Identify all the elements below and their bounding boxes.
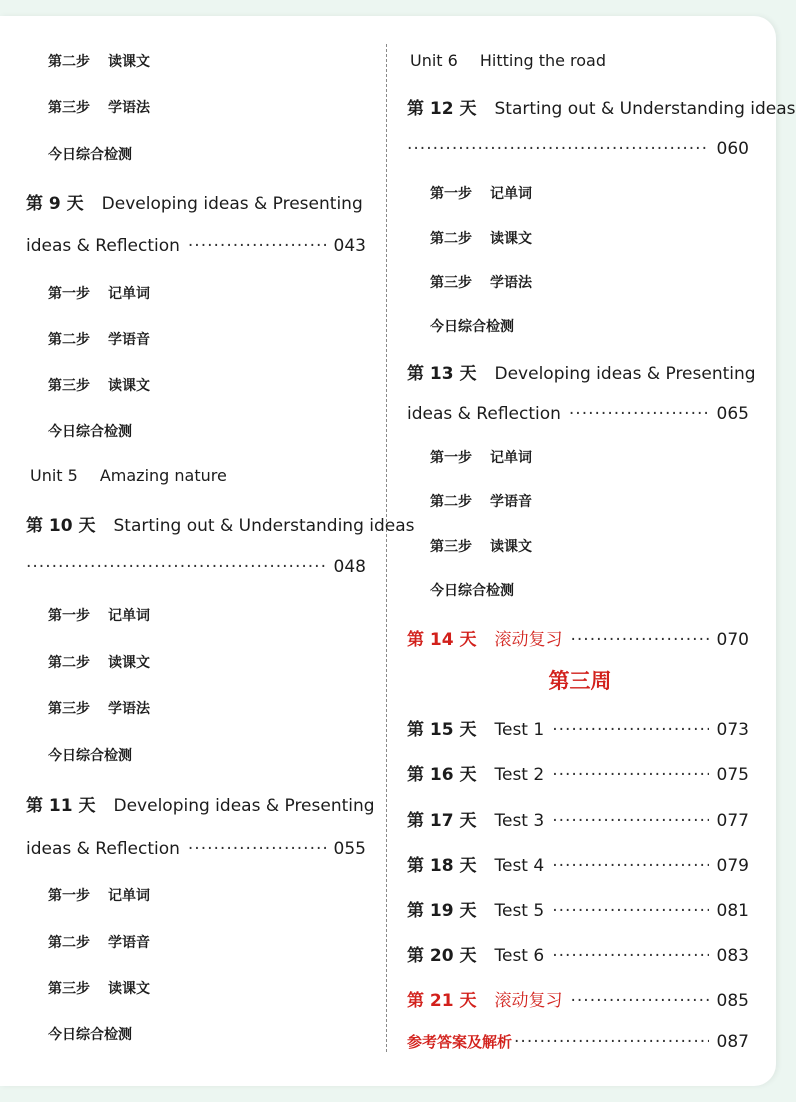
day-label: 第 14 天 [407, 630, 477, 650]
page-number: 077 [716, 811, 749, 831]
leader-dots [571, 630, 709, 650]
toc-step[interactable] [430, 536, 532, 556]
toc-day-9[interactable] [26, 189, 363, 214]
test-title: Test 6 [494, 946, 545, 966]
day-label: 第 15 天 [407, 720, 477, 740]
leader-dots [407, 139, 709, 159]
toc-page [0, 16, 776, 1086]
toc-day-11[interactable] [26, 791, 375, 816]
week-heading: 第三周 [548, 669, 612, 693]
page-number: 070 [716, 630, 749, 650]
day-label: 第 17 天 [407, 811, 477, 831]
step-title: 今日综合检测 [48, 748, 132, 764]
step-title: 读课文 [108, 981, 150, 997]
step-label: 第二步 [48, 332, 90, 348]
day-title: Developing ideas & Presenting [494, 364, 756, 384]
day-label: 第 18 天 [407, 856, 477, 876]
leader-dots [514, 1032, 709, 1052]
toc-step[interactable] [48, 97, 150, 117]
toc-test-row[interactable] [407, 715, 749, 740]
step-title: 今日综合检测 [48, 424, 132, 440]
day-label: 第 11 天 [26, 796, 96, 816]
test-title: Test 1 [494, 720, 545, 740]
page-number: 079 [716, 856, 749, 876]
day-label: 第 21 天 [407, 991, 477, 1011]
toc-day-9-leader[interactable] [26, 236, 366, 256]
toc-step[interactable] [48, 885, 150, 905]
toc-unit-6[interactable] [410, 51, 606, 70]
step-title: 记单词 [108, 888, 150, 904]
test-title: Test 4 [494, 856, 545, 876]
page-number: 081 [716, 901, 749, 921]
step-title: 今日综合检测 [48, 147, 132, 163]
step-title: 读课文 [108, 54, 150, 70]
step-label: 第二步 [430, 231, 472, 247]
unit-label: Unit 5 [30, 466, 78, 485]
step-label: 第三步 [430, 275, 472, 291]
toc-step[interactable] [48, 51, 150, 71]
day-title: 滚动复习 [494, 630, 563, 650]
toc-step[interactable] [48, 652, 150, 672]
toc-daily-test[interactable] [48, 1024, 132, 1044]
toc-day-12-leader[interactable] [407, 139, 749, 159]
step-title: 今日综合检测 [48, 1027, 132, 1043]
step-label: 第三步 [48, 100, 90, 116]
toc-test-row[interactable] [407, 851, 749, 876]
leader-dots [552, 946, 708, 966]
step-title: 记单词 [490, 186, 532, 202]
toc-step[interactable] [430, 491, 532, 511]
step-label: 第三步 [48, 378, 90, 394]
step-title: 学语音 [490, 494, 532, 510]
toc-step[interactable] [430, 228, 532, 248]
step-label: 第二步 [48, 655, 90, 671]
day-title: 滚动复习 [494, 991, 563, 1011]
day-title-cont: ideas & Reflection [407, 404, 561, 424]
test-title: Test 5 [494, 901, 545, 921]
answers-title: 参考答案及解析 [407, 1033, 513, 1051]
day-label: 第 12 天 [407, 99, 477, 119]
leader-dots [552, 856, 708, 876]
toc-daily-test[interactable] [430, 316, 514, 336]
toc-step[interactable] [430, 447, 532, 467]
step-label: 第三步 [48, 701, 90, 717]
toc-day-11-leader[interactable] [26, 839, 366, 859]
page-number: 043 [333, 236, 366, 256]
toc-daily-test[interactable] [48, 421, 132, 441]
step-label: 第一步 [430, 186, 472, 202]
test-title: Test 3 [494, 811, 545, 831]
toc-day-10-leader[interactable] [26, 557, 366, 577]
day-title: Developing ideas & Presenting [113, 796, 375, 816]
toc-step[interactable] [48, 329, 150, 349]
leader-dots [571, 991, 709, 1011]
leader-dots [552, 765, 708, 785]
day-label: 第 16 天 [407, 765, 477, 785]
toc-test-row[interactable] [407, 941, 749, 966]
leader-dots [552, 901, 708, 921]
day-title: Starting out & Understanding ideas [494, 99, 796, 119]
day-label: 第 9 天 [26, 194, 84, 214]
toc-step[interactable] [48, 978, 150, 998]
step-label: 第三步 [430, 539, 472, 555]
step-title: 读课文 [490, 231, 532, 247]
step-title: 学语音 [108, 935, 150, 951]
leader-dots [188, 839, 326, 859]
day-title: Developing ideas & Presenting [101, 194, 363, 214]
leader-dots [552, 720, 708, 740]
leader-dots [26, 557, 326, 577]
unit-label: Unit 6 [410, 51, 458, 70]
day-label: 第 13 天 [407, 364, 477, 384]
test-title: Test 2 [494, 765, 545, 785]
step-label: 第一步 [48, 608, 90, 624]
page-number: 087 [716, 1032, 749, 1052]
day-title-cont: ideas & Reflection [26, 839, 180, 859]
toc-test-row[interactable] [407, 806, 749, 831]
page-number: 065 [716, 404, 749, 424]
step-label: 第一步 [430, 450, 472, 466]
toc-step[interactable] [48, 605, 150, 625]
toc-step[interactable] [48, 698, 150, 718]
toc-day-21[interactable] [407, 986, 749, 1011]
step-title: 学语音 [108, 332, 150, 348]
toc-daily-test[interactable] [48, 144, 132, 164]
toc-step[interactable] [48, 283, 150, 303]
toc-step[interactable] [430, 272, 532, 292]
toc-day-13[interactable] [407, 359, 756, 384]
day-label: 第 20 天 [407, 946, 477, 966]
unit-title: Amazing nature [99, 466, 227, 485]
toc-step[interactable] [430, 183, 532, 203]
toc-daily-test[interactable] [430, 580, 514, 600]
step-label: 第二步 [48, 54, 90, 70]
step-title: 记单词 [108, 286, 150, 302]
toc-daily-test[interactable] [48, 745, 132, 765]
step-title: 学语法 [108, 701, 150, 717]
day-title: Starting out & Understanding ideas [113, 516, 415, 536]
step-label: 第一步 [48, 888, 90, 904]
toc-answers[interactable] [407, 1031, 749, 1052]
toc-test-row[interactable] [407, 760, 749, 785]
step-title: 读课文 [108, 378, 150, 394]
toc-unit-5[interactable] [30, 466, 227, 485]
step-label: 第二步 [48, 935, 90, 951]
toc-day-10[interactable] [26, 511, 415, 536]
day-label: 第 19 天 [407, 901, 477, 921]
step-title: 学语法 [490, 275, 532, 291]
leader-dots [569, 404, 709, 424]
page-number: 083 [716, 946, 749, 966]
page-number: 060 [716, 139, 749, 159]
day-title-cont: ideas & Reflection [26, 236, 180, 256]
step-label: 第二步 [430, 494, 472, 510]
step-title: 读课文 [490, 539, 532, 555]
toc-step[interactable] [48, 375, 150, 395]
step-title: 今日综合检测 [430, 583, 514, 599]
leader-dots [188, 236, 326, 256]
day-label: 第 10 天 [26, 516, 96, 536]
unit-title: Hitting the road [479, 51, 607, 70]
toc-day-13-leader[interactable] [407, 404, 749, 424]
step-title: 今日综合检测 [430, 319, 514, 335]
leader-dots [552, 811, 708, 831]
column-divider [386, 44, 387, 1052]
page-number: 085 [716, 991, 749, 1011]
step-label: 第三步 [48, 981, 90, 997]
toc-test-row[interactable] [407, 896, 749, 921]
page-number: 073 [716, 720, 749, 740]
step-label: 第一步 [48, 286, 90, 302]
step-title: 记单词 [108, 608, 150, 624]
page-number: 075 [716, 765, 749, 785]
step-title: 学语法 [108, 100, 150, 116]
page-number: 055 [333, 839, 366, 859]
toc-day-12[interactable] [407, 94, 796, 119]
page-number: 048 [333, 557, 366, 577]
step-title: 读课文 [108, 655, 150, 671]
toc-day-14[interactable] [407, 625, 749, 650]
step-title: 记单词 [490, 450, 532, 466]
toc-step[interactable] [48, 932, 150, 952]
